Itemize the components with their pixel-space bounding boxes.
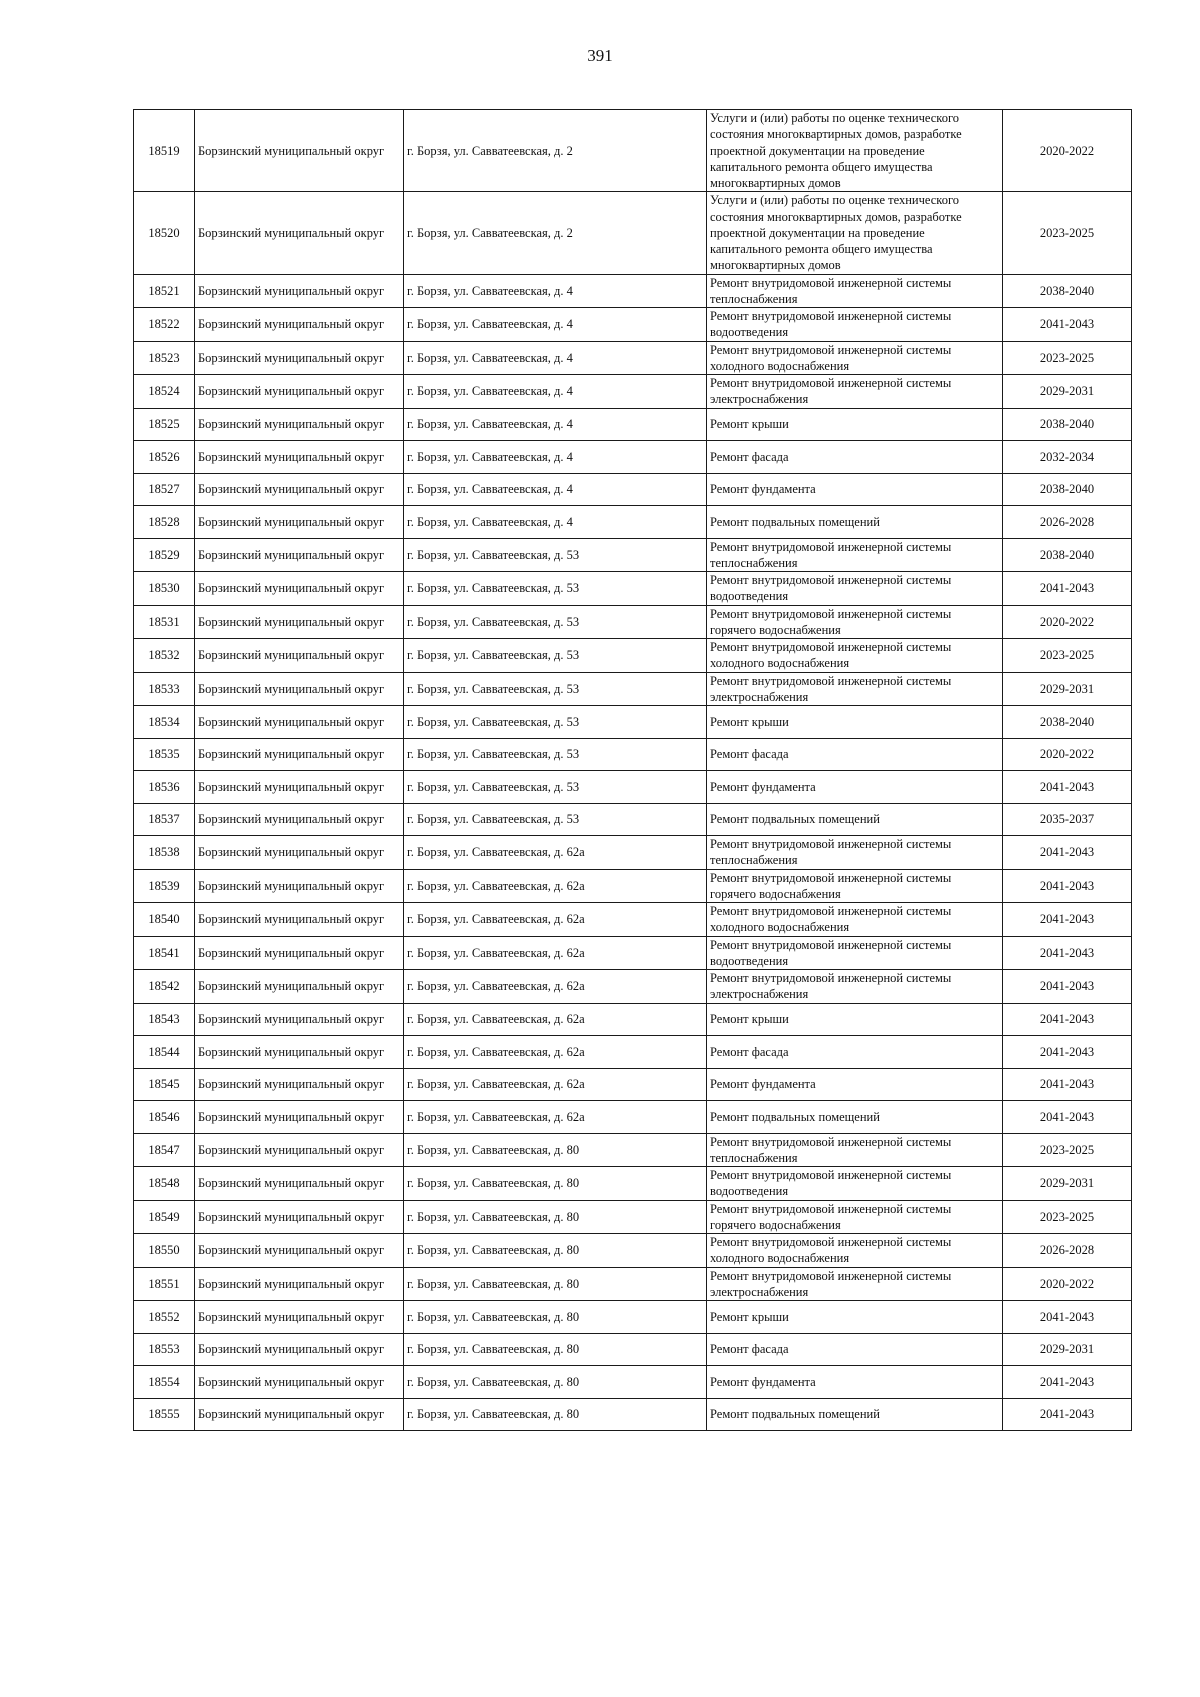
address-cell: г. Борзя, ул. Савватеевская, д. 80 <box>404 1267 707 1301</box>
address-cell: г. Борзя, ул. Савватеевская, д. 80 <box>404 1167 707 1201</box>
address-cell: г. Борзя, ул. Савватеевская, д. 4 <box>404 473 707 506</box>
work-type-cell: Ремонт внутридомовой инженерной системы теплоснабжения <box>707 538 1003 572</box>
address-cell: г. Борзя, ул. Савватеевская, д. 4 <box>404 375 707 409</box>
municipality-cell: Борзинский муниципальный округ <box>195 1133 404 1167</box>
address-cell: г. Борзя, ул. Савватеевская, д. 62а <box>404 1036 707 1069</box>
work-type-cell: Ремонт фасада <box>707 738 1003 771</box>
municipality-cell: Борзинский муниципальный округ <box>195 110 404 192</box>
municipality-cell: Борзинский муниципальный округ <box>195 1101 404 1134</box>
work-type-cell: Ремонт фундамента <box>707 473 1003 506</box>
period-cell: 2035-2037 <box>1003 803 1132 836</box>
address-cell: г. Борзя, ул. Савватеевская, д. 62а <box>404 836 707 870</box>
table-row <box>134 605 1132 639</box>
row-number: 18526 <box>134 441 195 474</box>
period-cell: 2038-2040 <box>1003 473 1132 506</box>
period-cell: 2041-2043 <box>1003 836 1132 870</box>
table-row <box>134 1167 1132 1201</box>
row-number: 18552 <box>134 1301 195 1334</box>
period-cell: 2032-2034 <box>1003 441 1132 474</box>
table-row <box>134 274 1132 308</box>
row-number: 18545 <box>134 1068 195 1101</box>
work-type-cell: Ремонт подвальных помещений <box>707 1101 1003 1134</box>
work-type-cell: Ремонт внутридомовой инженерной системы электроснабжения <box>707 375 1003 409</box>
row-number: 18519 <box>134 110 195 192</box>
row-number: 18543 <box>134 1003 195 1036</box>
municipality-cell: Борзинский муниципальный округ <box>195 672 404 706</box>
address-cell: г. Борзя, ул. Савватеевская, д. 4 <box>404 408 707 441</box>
address-cell: г. Борзя, ул. Савватеевская, д. 4 <box>404 274 707 308</box>
row-number: 18550 <box>134 1234 195 1268</box>
municipality-cell: Борзинский муниципальный округ <box>195 538 404 572</box>
table-row <box>134 738 1132 771</box>
period-cell: 2026-2028 <box>1003 506 1132 539</box>
row-number: 18544 <box>134 1036 195 1069</box>
table-row <box>134 1036 1132 1069</box>
period-cell: 2041-2043 <box>1003 1003 1132 1036</box>
period-cell: 2038-2040 <box>1003 706 1132 739</box>
municipality-cell: Борзинский муниципальный округ <box>195 1267 404 1301</box>
period-cell: 2026-2028 <box>1003 1234 1132 1268</box>
municipality-cell: Борзинский муниципальный округ <box>195 1366 404 1399</box>
period-cell: 2023-2025 <box>1003 192 1132 274</box>
work-type-cell: Ремонт внутридомовой инженерной системы горячего водоснабжения <box>707 605 1003 639</box>
work-type-cell: Ремонт внутридомовой инженерной системы водоотведения <box>707 572 1003 606</box>
row-number: 18542 <box>134 970 195 1004</box>
period-cell: 2041-2043 <box>1003 1101 1132 1134</box>
address-cell: г. Борзя, ул. Савватеевская, д. 80 <box>404 1200 707 1234</box>
row-number: 18538 <box>134 836 195 870</box>
period-cell: 2041-2043 <box>1003 771 1132 804</box>
municipality-cell: Борзинский муниципальный округ <box>195 605 404 639</box>
municipality-cell: Борзинский муниципальный округ <box>195 970 404 1004</box>
work-type-cell: Ремонт фасада <box>707 441 1003 474</box>
municipality-cell: Борзинский муниципальный округ <box>195 1200 404 1234</box>
table-body <box>134 110 1132 1431</box>
table-row <box>134 672 1132 706</box>
municipality-cell: Борзинский муниципальный округ <box>195 836 404 870</box>
address-cell: г. Борзя, ул. Савватеевская, д. 80 <box>404 1234 707 1268</box>
row-number: 18529 <box>134 538 195 572</box>
address-cell: г. Борзя, ул. Савватеевская, д. 62а <box>404 903 707 937</box>
work-type-cell: Ремонт внутридомовой инженерной системы электроснабжения <box>707 1267 1003 1301</box>
row-number: 18549 <box>134 1200 195 1234</box>
table-row <box>134 803 1132 836</box>
municipality-cell: Борзинский муниципальный округ <box>195 1333 404 1366</box>
work-type-cell: Ремонт подвальных помещений <box>707 506 1003 539</box>
period-cell: 2041-2043 <box>1003 1068 1132 1101</box>
address-cell: г. Борзя, ул. Савватеевская, д. 53 <box>404 738 707 771</box>
period-cell: 2020-2022 <box>1003 738 1132 771</box>
municipality-cell: Борзинский муниципальный округ <box>195 903 404 937</box>
row-number: 18536 <box>134 771 195 804</box>
municipality-cell: Борзинский муниципальный округ <box>195 473 404 506</box>
municipality-cell: Борзинский муниципальный округ <box>195 803 404 836</box>
row-number: 18540 <box>134 903 195 937</box>
municipality-cell: Борзинский муниципальный округ <box>195 1068 404 1101</box>
municipality-cell: Борзинский муниципальный округ <box>195 936 404 970</box>
address-cell: г. Борзя, ул. Савватеевская, д. 53 <box>404 639 707 673</box>
municipality-cell: Борзинский муниципальный округ <box>195 506 404 539</box>
page-number: 391 <box>587 46 613 65</box>
work-type-cell: Ремонт внутридомовой инженерной системы холодного водоснабжения <box>707 903 1003 937</box>
table-row <box>134 375 1132 409</box>
address-cell: г. Борзя, ул. Савватеевская, д. 62а <box>404 970 707 1004</box>
period-cell: 2029-2031 <box>1003 1167 1132 1201</box>
period-cell: 2041-2043 <box>1003 970 1132 1004</box>
period-cell: 2041-2043 <box>1003 1398 1132 1431</box>
address-cell: г. Борзя, ул. Савватеевская, д. 2 <box>404 110 707 192</box>
table-row <box>134 506 1132 539</box>
address-cell: г. Борзя, ул. Савватеевская, д. 62а <box>404 936 707 970</box>
address-cell: г. Борзя, ул. Савватеевская, д. 53 <box>404 572 707 606</box>
work-type-cell: Ремонт подвальных помещений <box>707 803 1003 836</box>
municipality-cell: Борзинский муниципальный округ <box>195 706 404 739</box>
table-row <box>134 970 1132 1004</box>
row-number: 18553 <box>134 1333 195 1366</box>
municipality-cell: Борзинский муниципальный округ <box>195 1036 404 1069</box>
address-cell: г. Борзя, ул. Савватеевская, д. 4 <box>404 506 707 539</box>
period-cell: 2020-2022 <box>1003 605 1132 639</box>
municipality-cell: Борзинский муниципальный округ <box>195 1301 404 1334</box>
period-cell: 2038-2040 <box>1003 274 1132 308</box>
row-number: 18525 <box>134 408 195 441</box>
period-cell: 2029-2031 <box>1003 1333 1132 1366</box>
row-number: 18547 <box>134 1133 195 1167</box>
period-cell: 2023-2025 <box>1003 639 1132 673</box>
municipality-cell: Борзинский муниципальный округ <box>195 1234 404 1268</box>
table-row <box>134 1301 1132 1334</box>
work-type-cell: Ремонт внутридомовой инженерной системы водоотведения <box>707 308 1003 342</box>
address-cell: г. Борзя, ул. Савватеевская, д. 53 <box>404 605 707 639</box>
period-cell: 2041-2043 <box>1003 1301 1132 1334</box>
municipality-cell: Борзинский муниципальный округ <box>195 738 404 771</box>
table-row <box>134 408 1132 441</box>
row-number: 18520 <box>134 192 195 274</box>
period-cell: 2038-2040 <box>1003 408 1132 441</box>
work-type-cell: Ремонт фундамента <box>707 771 1003 804</box>
municipality-cell: Борзинский муниципальный округ <box>195 1167 404 1201</box>
municipality-cell: Борзинский муниципальный округ <box>195 375 404 409</box>
address-cell: г. Борзя, ул. Савватеевская, д. 4 <box>404 341 707 375</box>
work-type-cell: Ремонт внутридомовой инженерной системы горячего водоснабжения <box>707 869 1003 903</box>
address-cell: г. Борзя, ул. Савватеевская, д. 62а <box>404 869 707 903</box>
work-type-cell: Ремонт крыши <box>707 408 1003 441</box>
row-number: 18527 <box>134 473 195 506</box>
address-cell: г. Борзя, ул. Савватеевская, д. 53 <box>404 706 707 739</box>
work-type-cell: Ремонт внутридомовой инженерной системы теплоснабжения <box>707 836 1003 870</box>
table-row <box>134 473 1132 506</box>
work-type-cell: Ремонт подвальных помещений <box>707 1398 1003 1431</box>
row-number: 18535 <box>134 738 195 771</box>
row-number: 18546 <box>134 1101 195 1134</box>
work-type-cell: Ремонт внутридомовой инженерной системы теплоснабжения <box>707 274 1003 308</box>
row-number: 18531 <box>134 605 195 639</box>
municipality-cell: Борзинский муниципальный округ <box>195 1398 404 1431</box>
municipality-cell: Борзинский муниципальный округ <box>195 572 404 606</box>
table-row <box>134 836 1132 870</box>
period-cell: 2041-2043 <box>1003 308 1132 342</box>
period-cell: 2023-2025 <box>1003 341 1132 375</box>
address-cell: г. Борзя, ул. Савватеевская, д. 2 <box>404 192 707 274</box>
work-type-cell: Ремонт фасада <box>707 1036 1003 1069</box>
address-cell: г. Борзя, ул. Савватеевская, д. 62а <box>404 1101 707 1134</box>
municipality-cell: Борзинский муниципальный округ <box>195 408 404 441</box>
work-type-cell: Ремонт внутридомовой инженерной системы холодного водоснабжения <box>707 639 1003 673</box>
row-number: 18530 <box>134 572 195 606</box>
period-cell: 2023-2025 <box>1003 1200 1132 1234</box>
work-type-cell: Ремонт внутридомовой инженерной системы электроснабжения <box>707 672 1003 706</box>
row-number: 18554 <box>134 1366 195 1399</box>
address-cell: г. Борзя, ул. Савватеевская, д. 62а <box>404 1068 707 1101</box>
table-row <box>134 192 1132 274</box>
municipality-cell: Борзинский муниципальный округ <box>195 1003 404 1036</box>
work-type-cell: Услуги и (или) работы по оценке технического состояния многоквартирных домов, разработке проектной документации на проведение капитального ремонта общего имущества многоквартирных домов <box>707 110 1003 192</box>
table-row <box>134 1068 1132 1101</box>
municipality-cell: Борзинский муниципальный округ <box>195 771 404 804</box>
table-row <box>134 1333 1132 1366</box>
period-cell: 2041-2043 <box>1003 572 1132 606</box>
table-row <box>134 1366 1132 1399</box>
period-cell: 2020-2022 <box>1003 110 1132 192</box>
address-cell: г. Борзя, ул. Савватеевская, д. 4 <box>404 308 707 342</box>
table-row <box>134 110 1132 192</box>
table-row <box>134 1003 1132 1036</box>
work-type-cell: Ремонт крыши <box>707 706 1003 739</box>
period-cell: 2041-2043 <box>1003 936 1132 970</box>
row-number: 18555 <box>134 1398 195 1431</box>
municipality-cell: Борзинский муниципальный округ <box>195 192 404 274</box>
municipality-cell: Борзинский муниципальный округ <box>195 639 404 673</box>
table-row <box>134 308 1132 342</box>
row-number: 18548 <box>134 1167 195 1201</box>
work-type-cell: Ремонт крыши <box>707 1301 1003 1334</box>
row-number: 18534 <box>134 706 195 739</box>
address-cell: г. Борзя, ул. Савватеевская, д. 80 <box>404 1398 707 1431</box>
address-cell: г. Борзя, ул. Савватеевская, д. 62а <box>404 1003 707 1036</box>
table-row <box>134 1133 1132 1167</box>
row-number: 18541 <box>134 936 195 970</box>
table-row <box>134 572 1132 606</box>
row-number: 18523 <box>134 341 195 375</box>
row-number: 18537 <box>134 803 195 836</box>
work-type-cell: Ремонт внутридомовой инженерной системы водоотведения <box>707 936 1003 970</box>
table-row <box>134 869 1132 903</box>
row-number: 18521 <box>134 274 195 308</box>
row-number: 18524 <box>134 375 195 409</box>
work-type-cell: Услуги и (или) работы по оценке технического состояния многоквартирных домов, разработке проектной документации на проведение капитального ремонта общего имущества многоквартирных домов <box>707 192 1003 274</box>
table-row <box>134 771 1132 804</box>
table-row <box>134 1101 1132 1134</box>
work-type-cell: Ремонт фасада <box>707 1333 1003 1366</box>
work-type-cell: Ремонт внутридомовой инженерной системы водоотведения <box>707 1167 1003 1201</box>
row-number: 18532 <box>134 639 195 673</box>
work-type-cell: Ремонт внутридомовой инженерной системы электроснабжения <box>707 970 1003 1004</box>
table-row <box>134 1398 1132 1431</box>
table-row <box>134 1267 1132 1301</box>
work-type-cell: Ремонт фундамента <box>707 1068 1003 1101</box>
table-row <box>134 936 1132 970</box>
address-cell: г. Борзя, ул. Савватеевская, д. 80 <box>404 1133 707 1167</box>
period-cell: 2020-2022 <box>1003 1267 1132 1301</box>
table-row <box>134 341 1132 375</box>
table-row <box>134 538 1132 572</box>
period-cell: 2038-2040 <box>1003 538 1132 572</box>
work-type-cell: Ремонт внутридомовой инженерной системы теплоснабжения <box>707 1133 1003 1167</box>
municipality-cell: Борзинский муниципальный округ <box>195 869 404 903</box>
municipality-cell: Борзинский муниципальный округ <box>195 308 404 342</box>
table-row <box>134 441 1132 474</box>
period-cell: 2041-2043 <box>1003 903 1132 937</box>
period-cell: 2041-2043 <box>1003 1366 1132 1399</box>
address-cell: г. Борзя, ул. Савватеевская, д. 53 <box>404 803 707 836</box>
municipality-cell: Борзинский муниципальный округ <box>195 441 404 474</box>
row-number: 18551 <box>134 1267 195 1301</box>
period-cell: 2041-2043 <box>1003 869 1132 903</box>
period-cell: 2023-2025 <box>1003 1133 1132 1167</box>
row-number: 18528 <box>134 506 195 539</box>
table-row <box>134 903 1132 937</box>
municipality-cell: Борзинский муниципальный округ <box>195 274 404 308</box>
address-cell: г. Борзя, ул. Савватеевская, д. 53 <box>404 672 707 706</box>
work-type-cell: Ремонт фундамента <box>707 1366 1003 1399</box>
table-row <box>134 1234 1132 1268</box>
address-cell: г. Борзя, ул. Савватеевская, д. 80 <box>404 1366 707 1399</box>
work-type-cell: Ремонт внутридомовой инженерной системы холодного водоснабжения <box>707 1234 1003 1268</box>
period-cell: 2029-2031 <box>1003 375 1132 409</box>
work-type-cell: Ремонт внутридомовой инженерной системы холодного водоснабжения <box>707 341 1003 375</box>
table-row <box>134 639 1132 673</box>
period-cell: 2041-2043 <box>1003 1036 1132 1069</box>
address-cell: г. Борзя, ул. Савватеевская, д. 53 <box>404 771 707 804</box>
table-row <box>134 706 1132 739</box>
row-number: 18533 <box>134 672 195 706</box>
repair-schedule-table <box>133 109 1132 1431</box>
address-cell: г. Борзя, ул. Савватеевская, д. 4 <box>404 441 707 474</box>
row-number: 18539 <box>134 869 195 903</box>
address-cell: г. Борзя, ул. Савватеевская, д. 53 <box>404 538 707 572</box>
work-type-cell: Ремонт крыши <box>707 1003 1003 1036</box>
table-row <box>134 1200 1132 1234</box>
address-cell: г. Борзя, ул. Савватеевская, д. 80 <box>404 1301 707 1334</box>
address-cell: г. Борзя, ул. Савватеевская, д. 80 <box>404 1333 707 1366</box>
work-type-cell: Ремонт внутридомовой инженерной системы горячего водоснабжения <box>707 1200 1003 1234</box>
municipality-cell: Борзинский муниципальный округ <box>195 341 404 375</box>
row-number: 18522 <box>134 308 195 342</box>
period-cell: 2029-2031 <box>1003 672 1132 706</box>
